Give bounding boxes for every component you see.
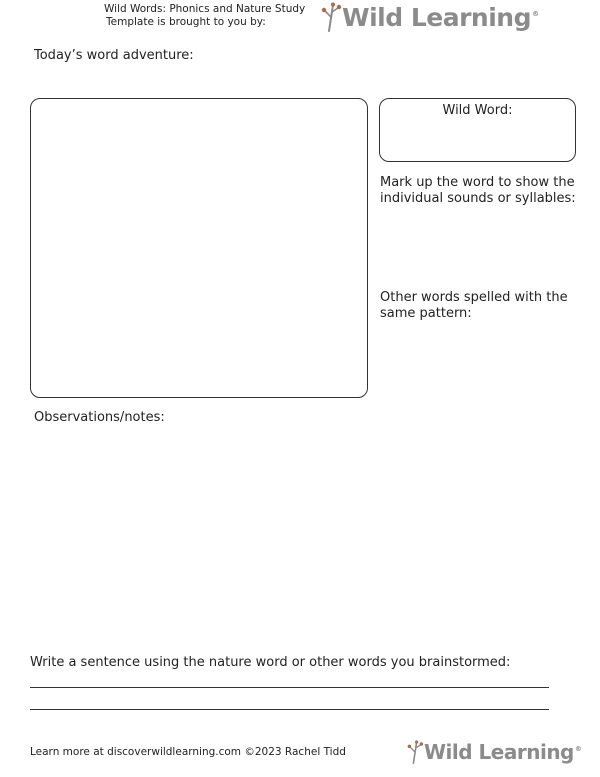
- footer-wild-learning-logo: [406, 738, 581, 766]
- markup-instructions: [380, 175, 576, 207]
- adventure-label: Today’s word adventure:: [34, 48, 194, 63]
- markup-line-1: Mark up the word to show the: [380, 175, 575, 190]
- logo-wordmark: Wild Learning®: [342, 2, 539, 32]
- twig-icon: [406, 740, 424, 764]
- footer-text: Learn more at discoverwildlearning.com ©2023 Rachel Tidd: [30, 746, 346, 758]
- footer-logo-wordmark: Wild Learning®: [424, 740, 582, 764]
- twig-icon: [320, 2, 342, 32]
- markup-line-2: individual sounds or syllables:: [380, 191, 576, 206]
- wild-learning-logo: [320, 0, 538, 34]
- wild-word-box[interactable]: [379, 98, 576, 162]
- other-words-instructions: [380, 290, 568, 322]
- other-words-line-1: Other words spelled with the: [380, 290, 568, 305]
- sentence-prompt: Write a sentence using the nature word or other words you brainstormed:: [30, 655, 511, 670]
- writing-line-1[interactable]: [30, 687, 549, 688]
- observations-label: Observations/notes:: [34, 410, 165, 425]
- header-title: Wild Words: Phonics and Nature Study: [104, 3, 306, 15]
- drawing-box[interactable]: [30, 98, 368, 398]
- writing-line-2[interactable]: [30, 709, 549, 710]
- other-words-line-2: same pattern:: [380, 306, 472, 321]
- header-text: [104, 3, 324, 29]
- header-subtitle: Template is brought to you by:: [106, 16, 266, 28]
- wild-word-label: Wild Word:: [442, 103, 513, 118]
